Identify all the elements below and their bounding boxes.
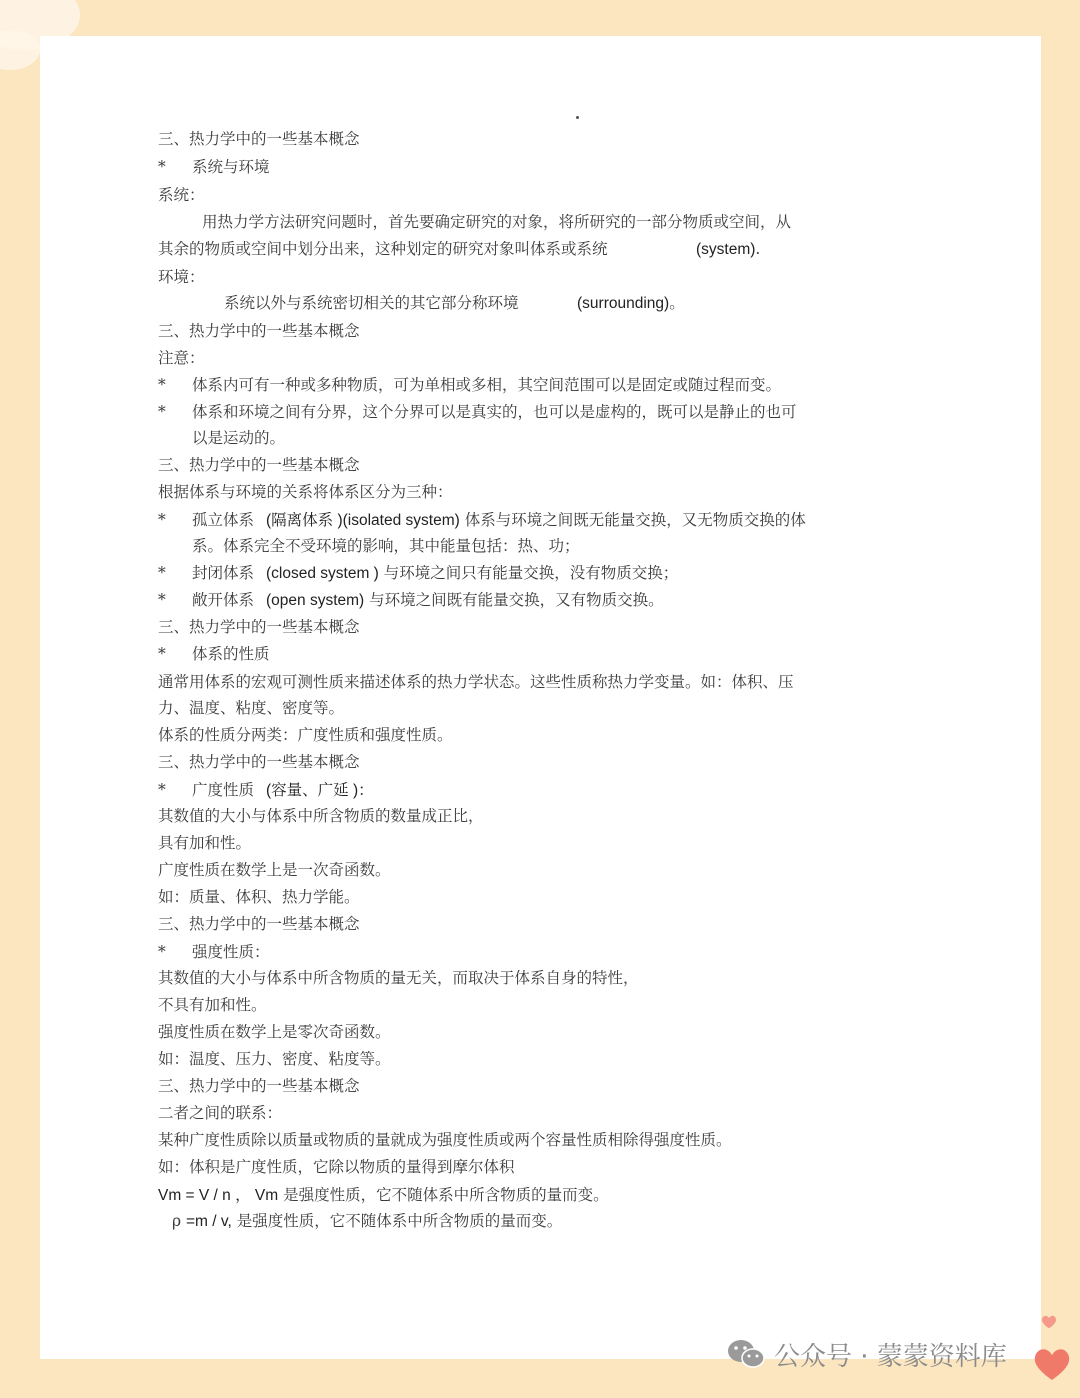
text-line — [158, 454, 360, 476]
line-text: 体系内可有一种或多种物质，可为单相或多相，其空间范围可以是固定或随过程而变。 — [192, 376, 782, 394]
line-text: 以是运动的。 — [192, 429, 286, 447]
bullet: * — [158, 564, 166, 582]
inline-term — [158, 1184, 609, 1207]
text-line — [158, 913, 360, 935]
inline-term — [266, 509, 806, 532]
bullet: * — [158, 591, 166, 609]
text-line — [158, 266, 205, 288]
term-tail: 。 — [669, 294, 685, 312]
text-line — [158, 128, 360, 150]
text-line — [158, 941, 270, 963]
text-line — [158, 1048, 391, 1070]
text-line — [158, 805, 484, 827]
text-line — [158, 859, 391, 881]
bullet: * — [158, 781, 166, 799]
term-tail: 是强度性质，它不随体系中所含物质的量而变。 — [278, 1186, 609, 1204]
term-tail: . — [755, 240, 761, 258]
text-line — [158, 1129, 732, 1151]
text-line — [158, 347, 205, 369]
term-tail: 与环境之间既有能量交换，又有物质交换。 — [364, 591, 664, 609]
watermark — [726, 1336, 1007, 1372]
text-line — [224, 292, 519, 314]
term-text: (system) — [696, 241, 756, 258]
bullet: * — [158, 376, 166, 394]
text-line — [158, 1021, 391, 1043]
line-text: 某种广度性质除以质量或物质的量就成为强度性质或两个容量性质相除得强度性质。 — [158, 1131, 732, 1149]
line-text: 用热力学方法研究问题时，首先要确定研究的对象，将所研究的一部分物质或空间，从 — [202, 213, 792, 231]
text-line — [158, 724, 453, 746]
text-line — [158, 1075, 360, 1097]
line-text: 三、热力学中的一些基本概念 — [158, 1077, 360, 1095]
heart-icon — [1030, 1340, 1074, 1384]
line-text: 如：温度、压力、密度、粘度等。 — [158, 1050, 391, 1068]
inline-term — [186, 1210, 562, 1233]
line-text: 体系和环境之间有分界，这个分界可以是真实的，也可以是虚构的，既可以是静止的也可 — [192, 403, 797, 421]
line-text: 体系的性质 — [192, 645, 270, 663]
text-line — [192, 427, 285, 449]
line-text: 其数值的大小与体系中所含物质的数量成正比， — [158, 807, 484, 825]
line-text: 根据体系与环境的关系将体系区分为三种： — [158, 483, 453, 501]
line-text: 广度性质 — [192, 781, 255, 799]
text-line — [158, 509, 254, 531]
text-line — [158, 589, 254, 611]
text-line — [192, 535, 580, 557]
text-line — [158, 886, 360, 908]
wechat-icon — [726, 1338, 766, 1370]
line-text: 具有加和性。 — [158, 834, 252, 852]
line-text: 三、热力学中的一些基本概念 — [158, 915, 360, 933]
line-text: 不具有加和性。 — [158, 996, 267, 1014]
text-line — [158, 616, 360, 638]
inline-term — [266, 779, 374, 802]
line-text: 系统： — [158, 186, 205, 204]
text-line — [158, 643, 270, 665]
line-text: 注意： — [158, 349, 205, 367]
text-line — [158, 1156, 515, 1178]
line-text: 三、热力学中的一些基本概念 — [158, 618, 360, 636]
bullet: * — [158, 645, 166, 663]
line-text: ρ — [172, 1212, 182, 1230]
line-text: 通常用体系的宏观可测性质来描述体系的热力学状态。这些性质称热力学变量。如：体积、压 — [158, 673, 794, 691]
watermark-text: 公众号 · 蒙蒙资料库 — [774, 1341, 1007, 1372]
inline-term — [266, 562, 678, 585]
text-line — [158, 320, 360, 342]
line-text: 体系的性质分两类：广度性质和强度性质。 — [158, 726, 453, 744]
line-text: 强度性质： — [192, 943, 270, 961]
text-line — [202, 211, 791, 233]
text-line — [172, 1210, 181, 1232]
term-tail: 体系与环境之间既无能量交换，又无物质交换的体 — [459, 511, 806, 529]
header-dot — [576, 116, 579, 119]
text-line — [158, 994, 267, 1016]
text-line — [158, 481, 453, 503]
line-text: 封闭体系 — [192, 564, 255, 582]
line-text: 敞开体系 — [192, 591, 255, 609]
term-text: (open system) — [266, 592, 365, 609]
term-text: (closed system ) — [266, 565, 379, 582]
heart-icon — [1040, 1312, 1058, 1330]
line-text: 三、热力学中的一些基本概念 — [158, 130, 360, 148]
term-text: =m / v, — [186, 1213, 232, 1230]
line-text: 系。体系完全不受环境的影响，其中能量包括：热、功； — [192, 537, 580, 555]
line-text: 力、温度、粘度、密度等。 — [158, 699, 345, 717]
term-tail: 与环境之间只有能量交换，没有物质交换； — [378, 564, 679, 582]
line-text: 二者之间的联系： — [158, 1104, 283, 1122]
text-line — [158, 832, 251, 854]
line-text: 三、热力学中的一些基本概念 — [158, 456, 360, 474]
line-text: 系统以外与系统密切相关的其它部分称环境 — [224, 294, 519, 312]
text-line — [158, 1102, 282, 1124]
text-line — [158, 562, 254, 584]
line-text: 其余的物质或空间中划分出来，这种划定的研究对象叫体系或系统 — [158, 240, 608, 258]
bullet: * — [158, 943, 166, 961]
term-text: (隔离体系 )(isolated system) — [266, 512, 460, 529]
line-text: 强度性质在数学上是零次奇函数。 — [158, 1023, 391, 1041]
inline-term — [577, 292, 685, 315]
text-line — [158, 671, 794, 693]
term-text: Vm = V / n ， Vm — [158, 1187, 279, 1204]
text-line — [158, 156, 270, 178]
bullet: * — [158, 403, 166, 421]
term-text: (surrounding) — [577, 295, 670, 312]
text-line — [158, 967, 639, 989]
inline-term — [266, 589, 664, 612]
line-text: 系统与环境 — [192, 158, 270, 176]
term-tail: 是强度性质，它不随体系中所含物质的量而变。 — [231, 1212, 563, 1230]
text-line — [158, 401, 797, 423]
bullet: * — [158, 158, 166, 176]
line-text: 三、热力学中的一些基本概念 — [158, 753, 360, 771]
text-line — [158, 697, 344, 719]
line-text: 如：体积是广度性质，它除以物质的量得到摩尔体积 — [158, 1158, 515, 1176]
line-text: 广度性质在数学上是一次奇函数。 — [158, 861, 391, 879]
term-text: (容量、广延 )： — [266, 782, 374, 799]
text-line — [158, 779, 254, 801]
line-text: 环境： — [158, 268, 205, 286]
line-text: 孤立体系 — [192, 511, 255, 529]
bullet: * — [158, 511, 166, 529]
text-line — [158, 751, 360, 773]
text-line — [158, 238, 608, 260]
line-text: 其数值的大小与体系中所含物质的量无关，而取决于体系自身的特性， — [158, 969, 639, 987]
inline-term — [696, 238, 760, 261]
line-text: 三、热力学中的一些基本概念 — [158, 322, 360, 340]
text-line — [158, 184, 205, 206]
text-line — [158, 374, 781, 396]
line-text: 如：质量、体积、热力学能。 — [158, 888, 360, 906]
